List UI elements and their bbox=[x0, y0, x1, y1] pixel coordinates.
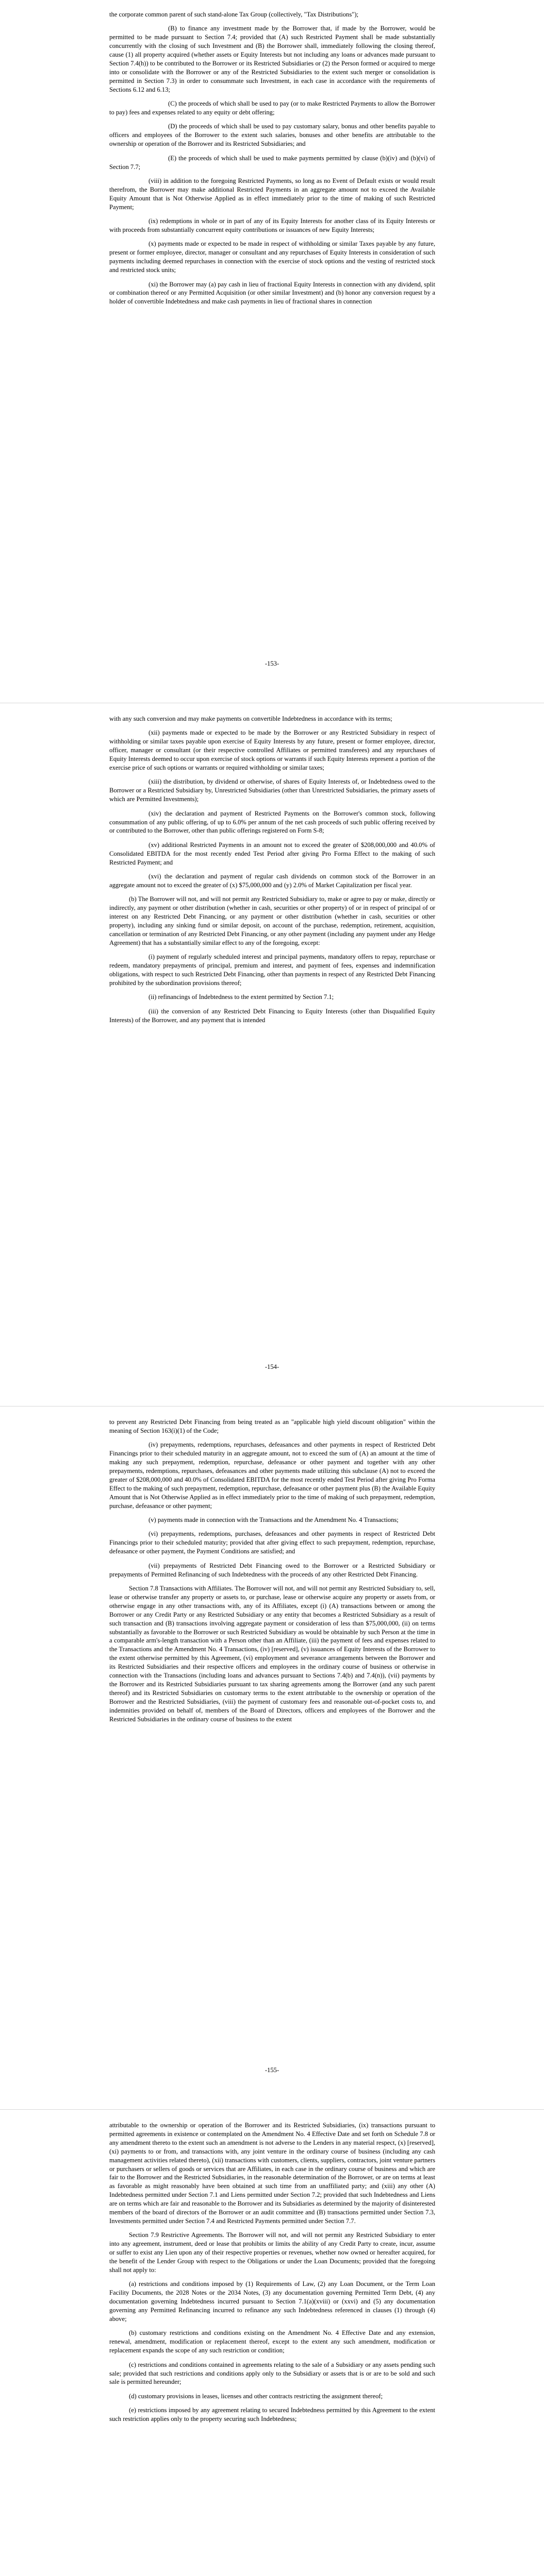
paragraph: (vii) prepayments of Restricted Debt Financing owed to the Borrower or a Restricted Subsidiary or prepayments of Permitted Refinancing of such Indebtedness with the proceeds of any other Restricted Debt Financing. bbox=[109, 1562, 435, 1578]
paragraph: (e) restrictions imposed by any agreement relating to secured Indebtedness permitted by this Agreement to the extent such restriction applies only to the property securing such Indebtedness; bbox=[109, 2406, 435, 2423]
paragraph: (xii) payments made or expected to be made by the Borrower or any Restricted Subsidiary in respect of withholding or similar taxes payable upon exercise of Equity Interests by any future, present or former employee, director, officer, manager or consultant (or their respective controlled Affiliates or permitted transferees) and any repurchases of Equity Interests deemed to occur upon exercise of stock options or warrants if such Equity Interests represent a portion of the exercise price of such options or warrants or required withholding or similar taxes; bbox=[109, 729, 435, 772]
paragraph: (xv) additional Restricted Payments in an amount not to exceed the greater of $208,000,000 and 40.0% of Consolidated EBITDA for the most recently ended Test Period after giving Pro Forma Effect to the making of such Restricted Payment; and bbox=[109, 841, 435, 866]
paragraph: (iii) the conversion of any Restricted Debt Financing to Equity Interests (other than Disqualified Equity Interests) of the Borrower, and any payment that is intended bbox=[109, 1007, 435, 1024]
paragraph: (iv) prepayments, redemptions, repurchases, defeasances and other payments in respect of Restricted Debt Financings prior to their scheduled maturity in an aggregate amount, not to exceed the sum of (A) an amount at the time of making any such prepayment, redemption, repurchase, defeasance or other payment and together with any other prepayments, redemptions, repurchases, defeasances and other payments made utilizing this subclause (A) not to exceed the greater of $208,000,000 and 40.0% of Consolidated EBITDA for the most recently ended Test Period after giving Pro Forma Effect to the making of such prepayment, redemption, repurchase, defeasance or other payment plus (B) the Available Equity Amount that is Not Otherwise Applied as in effect immediately prior to the time of making of such prepayment, redemption, purchase, defeasance or other payment; bbox=[109, 1441, 435, 1510]
paragraph: (vi) prepayments, redemptions, purchases, defeasances and other payments in respect of Restricted Debt Financings prior to their scheduled maturity; provided that after giving effect to such prepayment, redemption, repurchase, defeasance or other payment, the Payment Conditions are satisfied; and bbox=[109, 1530, 435, 1555]
paragraph: with any such conversion and may make payments on convertible Indebtedness in accordance with its terms; bbox=[109, 715, 392, 722]
paragraph: (xi) the Borrower may (a) pay cash in lieu of fractional Equity Interests in connection with any dividend, split or combination thereof or any Permitted Acquisition (or other similar Investment) and (b) honor any conversion request by a holder of convertible Indebtedness and make cash payments in lieu of fractional shares in connection bbox=[109, 280, 435, 306]
page-153 bbox=[0, 0, 544, 703]
page-153-body bbox=[109, 10, 435, 312]
page-156 bbox=[0, 2110, 544, 2576]
paragraph: (E) the proceeds of which shall be used to make payments permitted by clause (b)(iv) and (b)(vi) of Section 7.7; bbox=[109, 154, 435, 171]
paragraph: Section 7.9 Restrictive Agreements. The Borrower will not, and will not permit any Restricted Subsidiary to enter into any agreement, instrument, deed or lease that prohibits or limits the ability of any Credit Party to create, incur, assume or suffer to exist any Lien upon any of their respective properties or revenues, whether now owned or hereafter acquired, for the benefit of the Lender Group with respect to the Obligations or under the Loan Documents; provided that the foregoing shall not apply to: bbox=[109, 2231, 435, 2274]
paragraph: attributable to the ownership or operation of the Borrower and its Restricted Subsidiaries, (ix) transactions pursuant to permitted agreements in existence or contemplated on the Amendment No. 4 Effective Date and set forth on Schedule 7.8 or any amendment thereto to the extent such an amendment is not adverse to the Lenders in any material respect, (x) [reserved], (xi) payments to or from, and transactions with, any joint venture in the ordinary course of business (including any cash management activities related thereto), (xii) transactions with customers, clients, suppliers, contractors, joint venture partners or purchasers or sellers of goods or services that are Affiliates, in each case in the ordinary course of business and which are fair to the Borrower and the Restricted Subsidiaries, in the reasonable determination of the Borrower, or are on terms at least as favorable as might reasonably have been obtained at such time from an unaffiliated party; and (xiii) any other (A) Indebtedness permitted under Section 7.1 and Liens permitted under Section 7.2; provided that such Indebtedness and Liens are on terms which are fair and reasonable to the Borrower and its Subsidiaries as determined by the majority of disinterested members of the board of directors of the Borrower or an audit committee and (B) transactions permitted under Section 7.3, Investments permitted under Section 7.4 and Restricted Payments permitted under Section 7.7. bbox=[109, 2122, 435, 2225]
paragraph: (C) the proceeds of which shall be used to pay (or to make Restricted Payments to allow the Borrower to pay) fees and expenses related to any equity or debt offering; bbox=[109, 100, 435, 116]
page-156-body bbox=[109, 2121, 435, 2429]
page-155-body bbox=[109, 1418, 435, 1729]
paragraph: (viii) in addition to the foregoing Restricted Payments, so long as no Event of Default exists or would result therefrom, the Borrower may make additional Restricted Payments in an aggregate amount not to exceed the Available Equity Amount that is Not Otherwise Applied as in effect immediately prior to the time of making of such Restricted Payment; bbox=[109, 177, 435, 211]
page-number: -155- bbox=[265, 2066, 279, 2074]
paragraph: (d) customary provisions in leases, licenses and other contracts restricting the assignment thereof; bbox=[129, 2392, 383, 2400]
paragraph: (D) the proceeds of which shall be used to pay customary salary, bonus and other benefits payable to officers and employees of the Borrower to the extent such salaries, bonuses and other benefits are attributable to the ownership or operation of the Borrower and its Restricted Subsidiaries; and bbox=[109, 123, 435, 148]
paragraph: (i) payment of regularly scheduled interest and principal payments, mandatory offers to repay, repurchase or redeem, mandatory prepayments of principal, premium and interest, and payment of fees, expenses and indemnification obligations, with respect to such Restricted Debt Financing, other than payments in respect of any Restricted Debt Financing prohibited by the subordination provisions thereof; bbox=[109, 953, 435, 987]
page-154 bbox=[0, 703, 544, 1406]
paragraph: (xiv) the declaration and payment of Restricted Payments on the Borrower's common stock, following consummation of any public offering, of up to 6.0% per annum of the net cash proceeds of such public offering received by or contributed to the Borrower, other than public offerings registered on Form S-8; bbox=[109, 809, 435, 835]
paragraph: (ix) redemptions in whole or in part of any of its Equity Interests for another class of its Equity Interests or with proceeds from substantially concurrent equity contributions or issuances of new Equity Interests; bbox=[109, 217, 435, 234]
paragraph: (c) restrictions and conditions contained in agreements relating to the sale of a Subsidiary or any assets pending such sale; provided that such restrictions and conditions apply only to the Subsidiary or assets that is or are to be sold and such sale is permitted hereunder; bbox=[109, 2361, 435, 2386]
page-155 bbox=[0, 1406, 544, 2110]
paragraph: (v) payments made in connection with the Transactions and the Amendment No. 4 Transactions; bbox=[149, 1516, 399, 1524]
page-154-body bbox=[109, 715, 435, 1030]
page-number: -153- bbox=[265, 660, 279, 667]
paragraph: (xvi) the declaration and payment of regular cash dividends on common stock of the Borrower in an aggregate amount not to exceed the greater of (x) $75,000,000 and (y) 2.0% of Market Capitalization per fiscal year. bbox=[109, 873, 435, 889]
paragraph: (x) payments made or expected to be made in respect of withholding or similar Taxes payable by any future, present or former employee, director, manager or consultant and any repurchases of Equity Interests in consideration of such payments including deemed repurchases in connection with the exercise of stock options and the vesting of restricted stock and restricted stock units; bbox=[109, 240, 435, 274]
paragraph: Section 7.8 Transactions with Affiliates. The Borrower will not, and will not permit any Restricted Subsidiary to, sell, lease or otherwise transfer any property or assets to, or purchase, lease or otherwise acquire any property or assets from, or otherwise engage in any other transactions with, any of its Affiliates, except (i) (A) transactions between or among the Borrower or any Credit Party or any Restricted Subsidiary or any entity that becomes a Restricted Subsidiary as a result of such transaction and (B) transactions involving aggregate payment or consideration of less than $75,000,000, (ii) on terms substantially as favorable to the Borrower or such Restricted Subsidiary as would be obtainable by such Person at the time in a comparable arm's-length transaction with a Person other than an Affiliate, (iii) the payment of fees and expenses related to the Transactions and the Amendment No. 4 Transactions, (iv) [reserved], (v) issuances of Equity Interests of the Borrower to the extent otherwise permitted by this Agreement, (vi) employment and severance arrangements between the Borrower and its Restricted Subsidiaries and their respective officers and employees in the ordinary course of business or otherwise in connection with the Transactions (including loans and advances pursuant to Sections 7.4(b) and 7.4(n)), (vii) payments by the Borrower and its Restricted Subsidiaries pursuant to tax sharing agreements among the Borrower (and any such parent thereof) and its Restricted Subsidiaries on customary terms to the extent attributable to the ownership or operation of the Borrower and the Restricted Subsidiaries, (viii) the payment of customary fees and reasonable out-of-pocket costs to, and indemnities provided on behalf of, members of the Board of Directors, officers and employees of the Borrower and the Restricted Subsidiaries in the ordinary course of business to the extent bbox=[109, 1585, 435, 1723]
paragraph: (a) restrictions and conditions imposed by (1) Requirements of Law, (2) any Loan Document, or the Term Loan Facility Documents, the 2028 Notes or the 2034 Notes, (3) any documentation governing Permitted Term Debt, (4) any documentation governing Indebtedness incurred pursuant to Section 7.1(a)(xviii) or (xxvi) and (5) any documentation governing any Permitted Refinancing incurred to refinance any such Indebtedness referenced in clauses (1) through (4) above; bbox=[109, 2280, 435, 2323]
paragraph: (xiii) the distribution, by dividend or otherwise, of shares of Equity Interests of, or Indebtedness owed to the Borrower or a Restricted Subsidiary by, Unrestricted Subsidiaries (other than Unrestricted Subsidiaries, the primary assets of which are Permitted Investments); bbox=[109, 778, 435, 803]
page-number: -154- bbox=[265, 1363, 279, 1370]
paragraph: (b) customary restrictions and conditions existing on the Amendment No. 4 Effective Date and any extension, renewal, amendment, modification or replacement thereof, except to the extent any such amendment, modification or replacement expands the scope of any such restriction or condition; bbox=[109, 2329, 435, 2354]
paragraph: the corporate common parent of such stand-alone Tax Group (collectively, "Tax Distributions"); bbox=[109, 11, 359, 18]
paragraph: (b) The Borrower will not, and will not permit any Restricted Subsidiary to, make or agree to pay or make, directly or indirectly, any payment or other distribution (whether in cash, securities or other property) of or in respect of principal of or interest on any Restricted Debt Financing, or any payment or other distribution (whether in cash, securities or other property), including any sinking fund or similar deposit, on account of the purchase, redemption, retirement, acquisition, cancellation or termination of any Restricted Debt Financing, or any other payment (including any payment under any Hedge Agreement) that has a substantially similar effect to any of the foregoing, except: bbox=[109, 895, 435, 946]
paragraph: (B) to finance any investment made by the Borrower that, if made by the Borrower, would be permitted to be made pursuant to Section 7.4; provided that (A) such Restricted Payment shall be made substantially concurrently with the closing of such Investment and (B) the Borrower shall, immediately following the closing thereof, cause (1) all property acquired (whether assets or Equity Interests but not including any loans or advances made pursuant to Section 7.4(h)) to be contributed to the Borrower or its Restricted Subsidiaries or (2) the Person formed or acquired to merge into or consolidate with the Borrower or any of the Restricted Subsidiaries to the extent such merger or consolidation is permitted in Section 7.3) in order to consummate such Investment, in each case in accordance with the requirements of Sections 6.12 and 6.13; bbox=[109, 25, 435, 93]
paragraph: (ii) refinancings of Indebtedness to the extent permitted by Section 7.1; bbox=[149, 993, 334, 1001]
paragraph: to prevent any Restricted Debt Financing from being treated as an "applicable high yield discount obligation" within the meaning of Section 163(i)(1) of the Code; bbox=[109, 1418, 435, 1434]
